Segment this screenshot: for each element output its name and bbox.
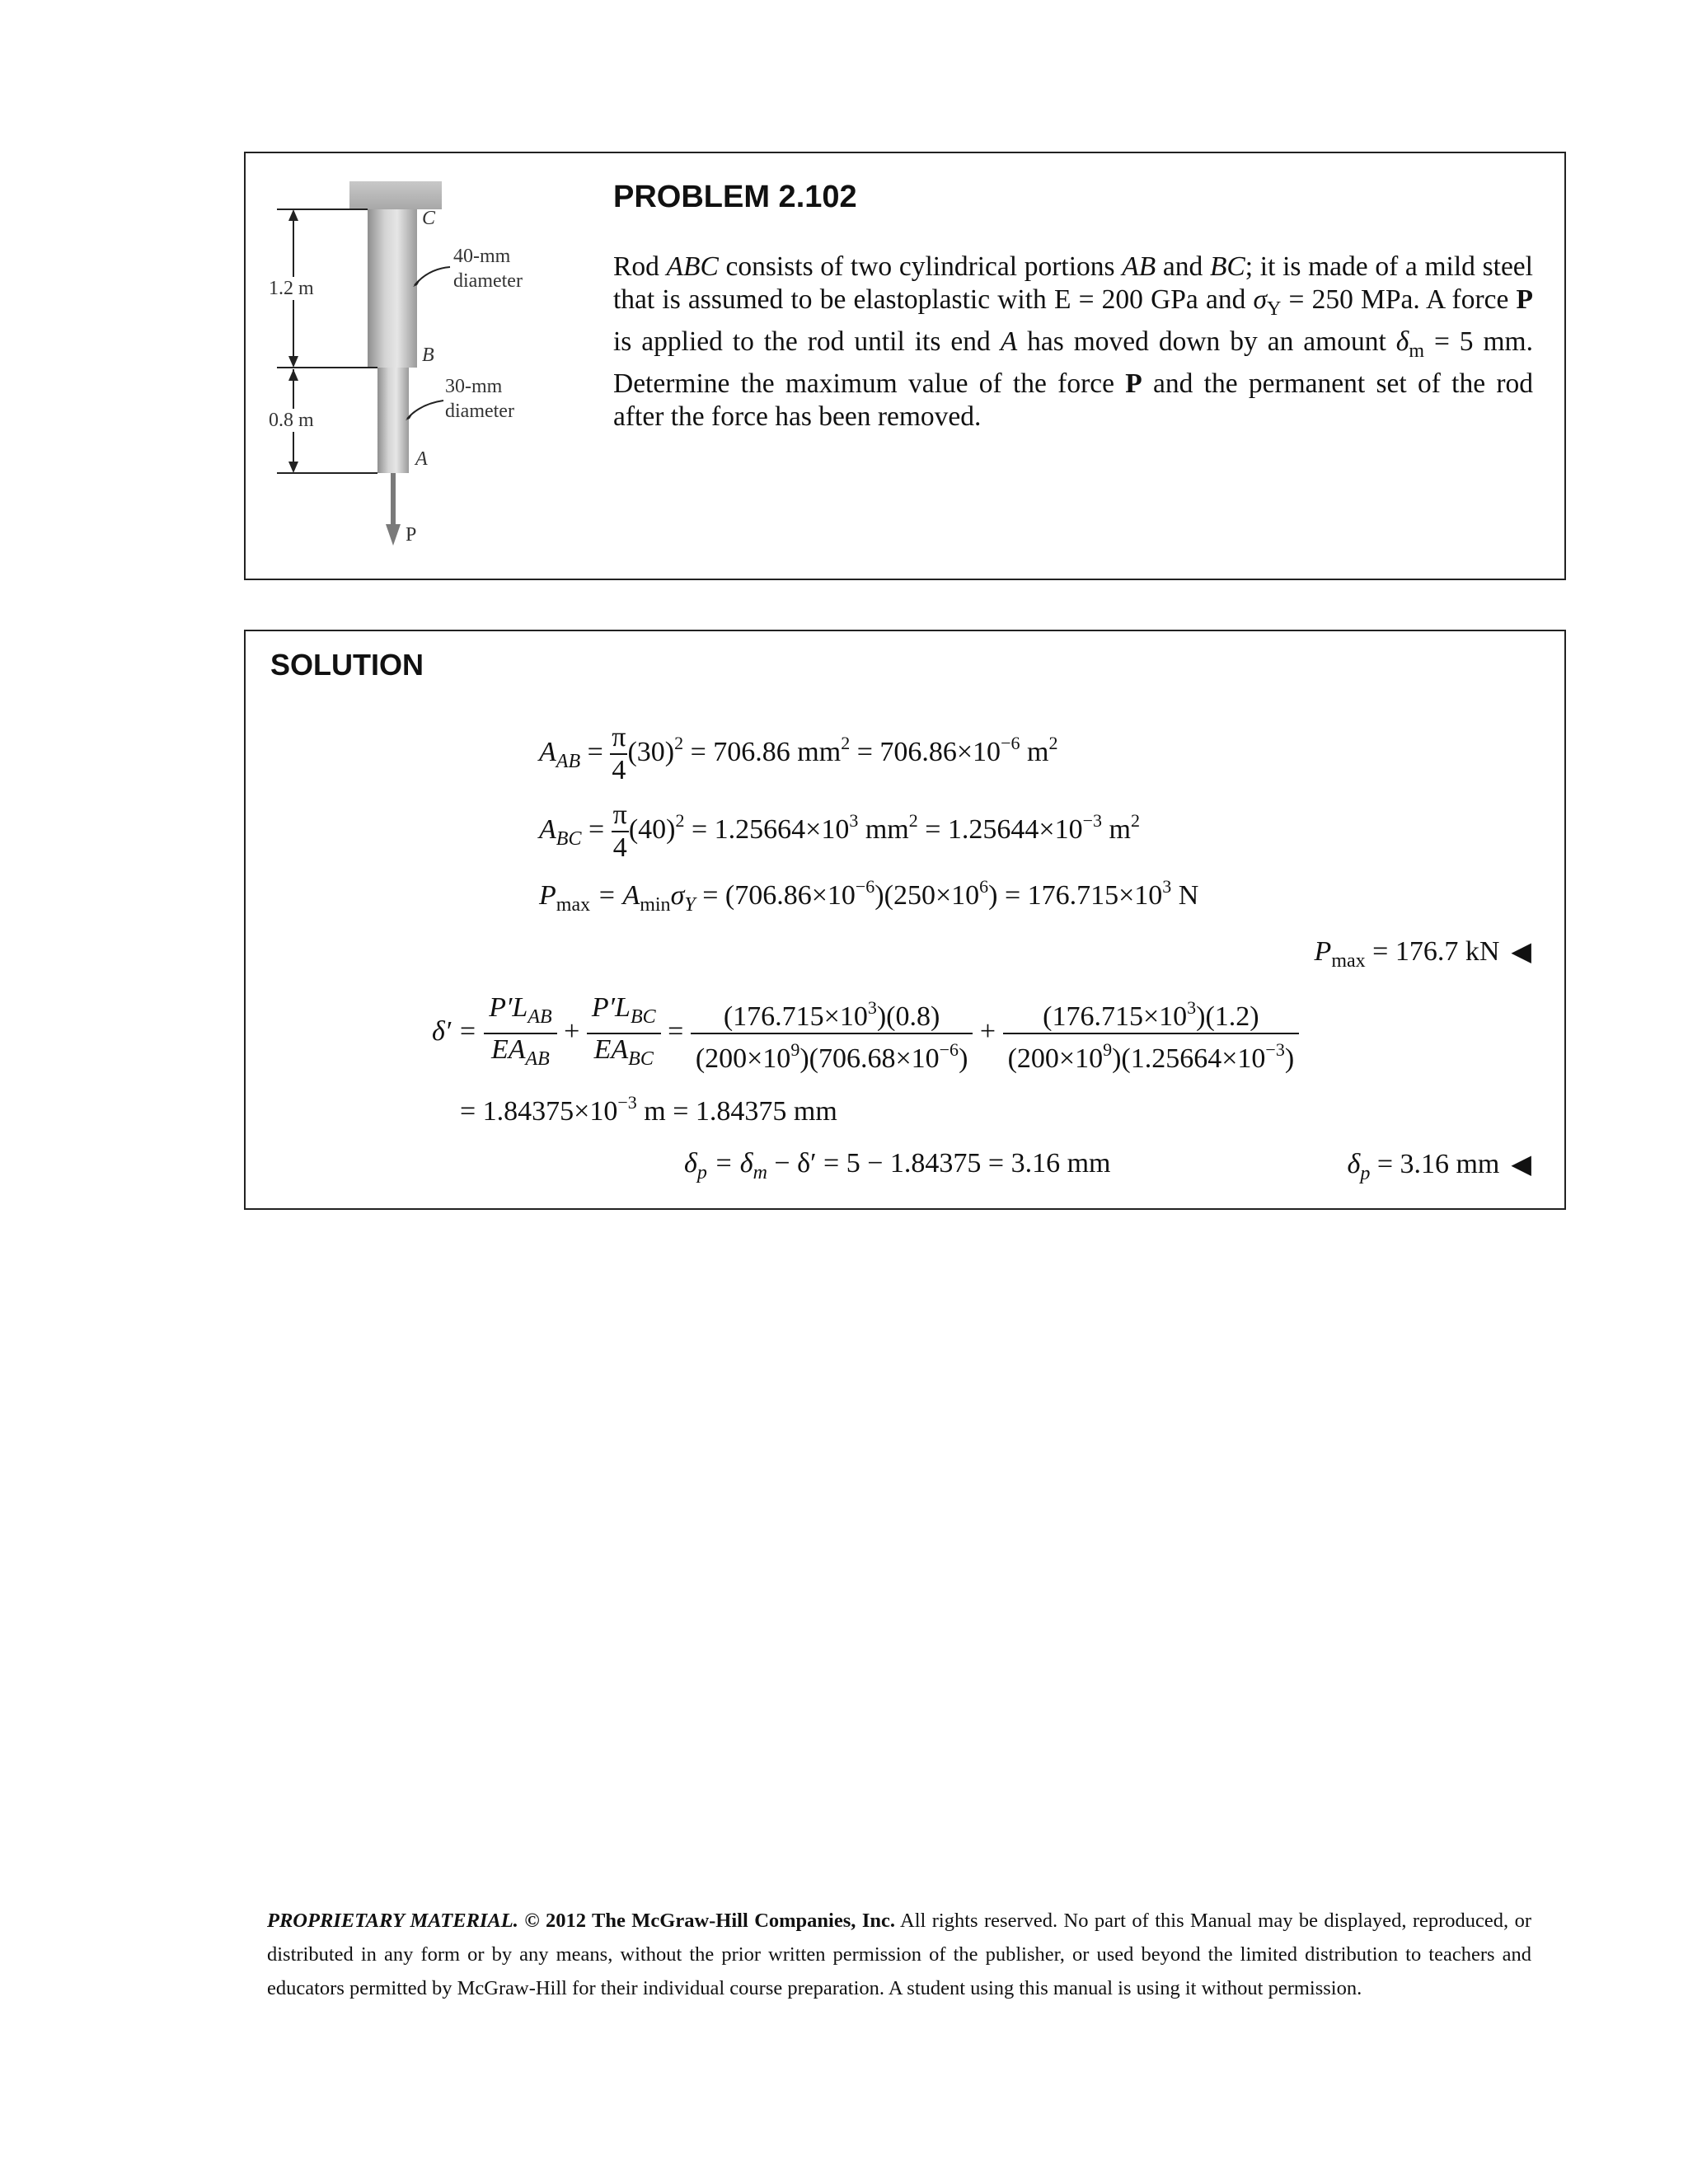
label-b: B (422, 344, 434, 366)
equation-delta-prime: δ′ = $\frac{P'L_{AB}}{EA_{AB}}$ + $\frac{P'L_{BC}}{EA_{BC}}$ = $\frac{(176.715\times 10^3)(0.8)}{(200\times 10^9)(706.68\times 10^{-6})}$ + $\frac{(176.715\times 10^3)(1.2)}{(200\times 10^9)(1.25664\times 10^{-3})}$ (432, 992, 1299, 1075)
force-arrow-head (386, 524, 401, 546)
solution-box (244, 630, 1566, 1210)
copyright-footer: PROPRIETARY MATERIAL. © 2012 The McGraw-Hill Companies, Inc. All rights reserved. No part of this Manual may be displayed, reproduced, or distributed in any form or by any means, without the prior written permission of the publisher, or used beyond the limited distribution to teachers and educators permitted by McGraw-Hill for their individual course preparation. A student using this manual is using it without permission. (267, 1910, 1532, 1999)
upper-diameter-line1: 40-mm (453, 246, 511, 267)
rod-segment-ab (377, 368, 409, 473)
problem-title: PROBLEM 2.102 (613, 180, 857, 214)
fixed-support (349, 181, 442, 209)
solution-title: SOLUTION (270, 648, 424, 682)
answer-marker-icon: ◀ (1511, 935, 1531, 967)
dim-lower: 0.8 m (269, 410, 314, 431)
label-a: A (415, 448, 428, 470)
answer-delta-p: $\delta_p = 3.16$ mm ◀ (1347, 1148, 1531, 1184)
dimension-lines (277, 209, 450, 473)
equation-delta-prime-result: = $1.84375\times 10^{-3}$ m = 1.84375 mm (460, 1092, 837, 1127)
problem-box (244, 152, 1566, 580)
upper-diameter-line2: diameter (453, 270, 523, 292)
label-c: C (422, 208, 436, 229)
lower-diameter-line1: 30-mm (445, 376, 503, 397)
equation-pmax: $P_{max} = A_{min}\sigma_Y = (706.86\times 10^{-6})(250\times 10^6) = 176.715\times 10^3$ N (539, 876, 1199, 916)
lower-diameter-line2: diameter (445, 401, 514, 422)
answer-pmax: $P_{max} = 176.7$ kN ◀ (1314, 935, 1531, 972)
label-p: P (406, 524, 417, 546)
dim-upper: 1.2 m (269, 278, 314, 299)
rod-segment-bc (368, 209, 417, 368)
answer-marker-icon: ◀ (1511, 1148, 1531, 1179)
problem-statement: Rod ABC consists of two cylindrical portions AB and BC; it is made of a mild steel that is assumed to be elastoplastic with E = 200 GPa and $\sigma_Y = 250$ MPa. A force P is applied to the rod until its end A has moved down by an amount $\delta_m = 5$ mm. Determine the maximum value of the force P and the permanent set of the rod after the force has been removed. (613, 251, 1533, 432)
equation-area-ab: $A_{AB}$ = $\frac{\pi}{4}$ $(30)^2 = 706.86$ $mm^2 = 706.86\times 10^{-6}$ $m^2$ (539, 722, 1058, 785)
equation-delta-p: $\delta_p = \delta_m - \delta' = 5 - 1.84375 = 3.16$ mm (684, 1148, 1111, 1183)
equation-area-bc: $A_{BC}$ = $\frac{\pi}{4}$ $(40)^2 = 1.25664\times 10^3$ $mm^2 = 1.25644\times 10^{-3}$ $m^2$ (539, 799, 1140, 863)
rod-figure (246, 153, 674, 579)
